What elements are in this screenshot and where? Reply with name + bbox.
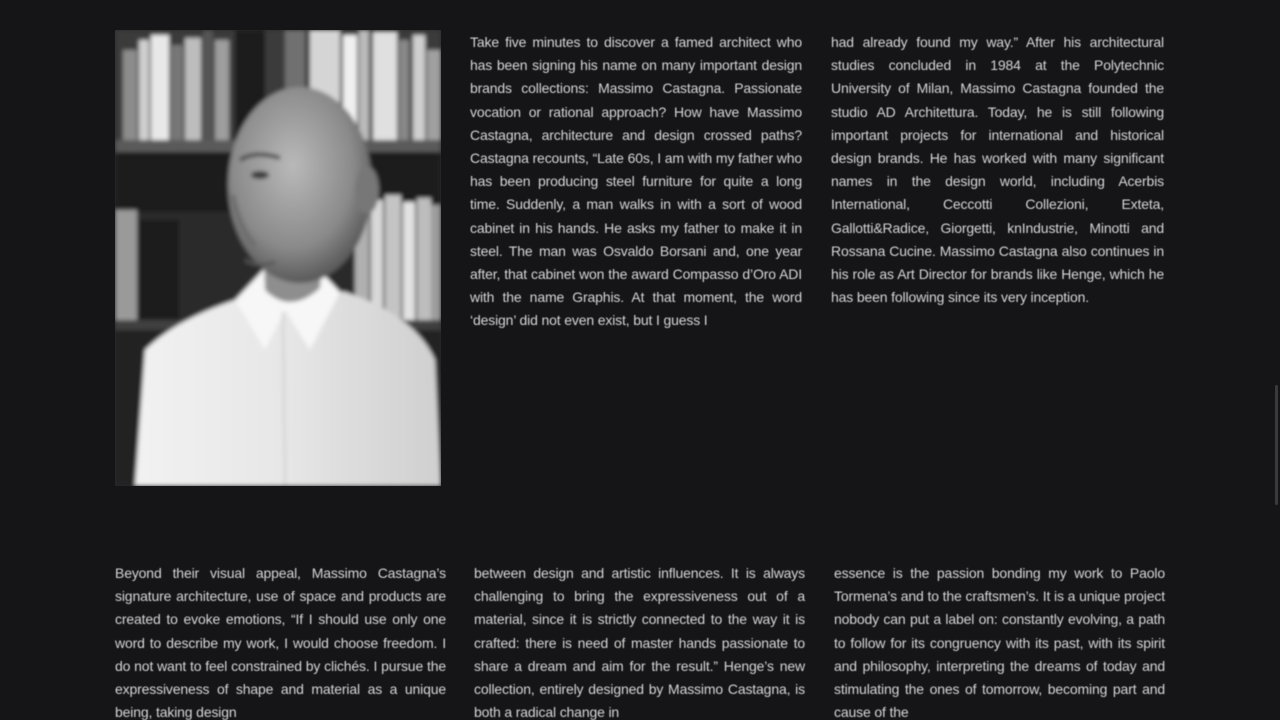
article-text-bottom-right: essence is the passion bonding my work to Paolo Tormena’s and to the craftsmen’s. It is a unique project nobody can put a label on: constantly evolving, a path to follow for its congruency with its past, with its spirit and philosophy, interpreting the dreams of today and stimulating the ones of tomorrow, becoming part and cause of the — [834, 565, 1165, 720]
article-text-bottom-left: Beyond their visual appeal, Massimo Castagna’s signature architecture, use of space and products are created to evoke emotions, “If I should use only one word to describe my work, I would choose freedom. I do not want to feel constrained by clichés. I pursue the expressiveness of shape and material as a unique being, taking design — [115, 565, 446, 720]
portrait-photo — [115, 30, 441, 486]
article-text-bottom-center: between design and artistic influences. It is always challenging to bring the expressiveness out of a material, since it is strictly connected to the way it is crafted: there is need of master hands passionate to share a dream and aim for the result.” Henge’s new collection, entirely designed by Massimo Castagna, is both a radical change in — [474, 565, 805, 720]
scrollbar-thumb[interactable] — [1275, 385, 1278, 505]
article-text-top-left: Take five minutes to discover a famed architect who has been signing his name on many important design brands collections: Massimo Castagna. Passionate vocation or rational approach? How have Massimo Castagna, architecture and design crossed paths? Castagna recounts, “Late 60s, I am with my father who has been producing steel furniture for quite a long time. Suddenly, a man walks in with a sort of wood cabinet in his hands. He asks my father to make it in steel. The man was Osvaldo Borsani and, one year after, that cabinet won the award Compasso d’Oro ADI with the name Graphis. At that moment, the word ‘design’ did not even exist, but I guess I — [470, 34, 802, 329]
article-text-top-right: had already found my way.” After his architectural studies concluded in 1984 at the Polytechnic University of Milan, Massimo Castagna founded the studio AD Architettura. Today, he is still following important projects for international and historical design brands. He has worked with many significant names in the design world, including Acerbis International, Ceccotti Collezioni, Exteta, Gallotti&Radice, Giorgetti, knIndustrie, Minotti and Rossana Cucine. Massimo Castagna also continues in his role as Art Director for brands like Henge, which he has been following since its very inception. — [831, 34, 1164, 306]
